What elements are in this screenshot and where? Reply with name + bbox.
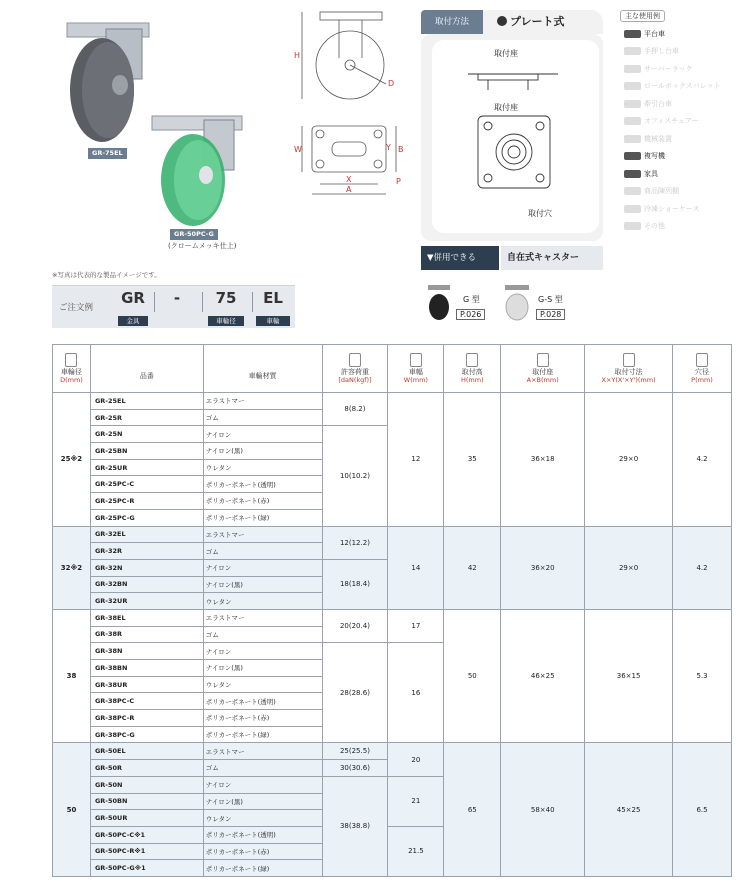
usage-item: [620, 113, 733, 131]
part-number-cell: GR-50PC-R※1: [90, 843, 203, 860]
usage-item-icon: [624, 152, 641, 160]
table-row: [53, 526, 732, 543]
usage-item-icon: [624, 82, 641, 90]
column-header: [203, 345, 322, 393]
column-header-label: 取付寸法: [614, 368, 643, 376]
mount-height-cell: 42: [444, 526, 501, 609]
wheel-material-cell: ポリカーボネート(緑): [203, 860, 322, 877]
mount-hole-label: 取付穴: [528, 209, 552, 218]
dim-label-w: W: [294, 145, 302, 154]
wheel-material-cell: ポリカーボネート(透明): [203, 476, 322, 493]
tab-plate-type: [483, 10, 603, 34]
wheel-material-cell: ゴム: [203, 409, 322, 426]
column-header-unit: P(mm): [691, 376, 713, 384]
mount-height-cell: 65: [444, 743, 501, 877]
hole-diameter-cell: 5.3: [673, 609, 732, 743]
column-header-icon: [349, 353, 361, 367]
wheel-width-cell: 12: [388, 393, 444, 527]
wheel-width-cell: 21.5: [388, 826, 444, 876]
bolt-pattern-cell: 29×0: [585, 526, 673, 609]
part-number-cell: GR-25R: [90, 409, 203, 426]
dim-label-a: A: [346, 185, 352, 194]
part-number-cell: GR-38BN: [90, 660, 203, 677]
image-label-gr75el: GR-75EL: [88, 148, 127, 159]
order-sub-wheel: 車輪: [256, 316, 290, 326]
order-divider: [202, 292, 203, 312]
usage-item-label: 家具: [644, 169, 658, 178]
order-code-wheel: EL: [263, 289, 283, 307]
table-row: [53, 609, 732, 626]
column-header-label: 品番: [139, 372, 154, 380]
column-header-icon: [410, 353, 422, 367]
hole-diameter-cell: 4.2: [673, 526, 732, 609]
combo-label-compatible: ▼併用できる: [421, 246, 499, 270]
part-number-cell: GR-50BN: [90, 793, 203, 810]
usage-item-icon: [624, 135, 641, 143]
wheel-material-cell: ポリカーボネート(緑): [203, 726, 322, 743]
wheel-width-cell: 21: [388, 776, 444, 826]
usage-item: [620, 200, 733, 218]
column-header-unit: H(mm): [460, 376, 484, 384]
usage-item-icon: [624, 187, 641, 195]
spec-table: [52, 344, 732, 877]
column-header: [673, 345, 732, 393]
part-number-cell: GR-38UR: [90, 676, 203, 693]
dim-label-b: B: [398, 145, 404, 154]
column-header: [585, 345, 673, 393]
column-header-unit: D(mm): [60, 376, 83, 384]
order-label: ご注文例: [59, 303, 94, 313]
column-header: [444, 345, 501, 393]
load-capacity-cell: 20(20.4): [322, 609, 388, 642]
hole-diameter-cell: 6.5: [673, 743, 732, 877]
order-code-dash: -: [173, 289, 181, 307]
mount-height-cell: 35: [444, 393, 501, 527]
column-header: [90, 345, 203, 393]
wheel-material-cell: ゴム: [203, 626, 322, 643]
load-capacity-cell: 18(18.4): [322, 559, 388, 609]
part-number-cell: GR-32UR: [90, 593, 203, 610]
wheel-material-cell: ナイロン(黒): [203, 660, 322, 677]
wheel-width-cell: 17: [388, 609, 444, 642]
gs-type-label: G-S 型: [538, 295, 563, 304]
column-header-label: 取付高: [461, 368, 483, 376]
part-number-cell: GR-38PC-G: [90, 726, 203, 743]
usage-item-label: ロールボックスパレット: [644, 82, 721, 91]
wheel-material-cell: ウレタン: [203, 459, 322, 476]
column-header-icon: [65, 353, 77, 367]
part-number-cell: GR-38N: [90, 643, 203, 660]
mount-plate-figure: [476, 114, 552, 190]
wheel-material-cell: ポリカーボネート(緑): [203, 509, 322, 526]
load-capacity-cell: 12(12.2): [322, 526, 388, 559]
column-header: [501, 345, 585, 393]
usage-item-icon: [624, 222, 641, 230]
part-number-cell: GR-50N: [90, 776, 203, 793]
wheel-material-cell: ポリカーボネート(赤): [203, 493, 322, 510]
usage-item-icon: [624, 65, 641, 73]
load-capacity-cell: 30(30.6): [322, 760, 388, 777]
column-header-unit: A×B(mm): [526, 376, 559, 384]
wheel-material-cell: ゴム: [203, 760, 322, 777]
usage-item-label: 牽引台車: [644, 99, 672, 108]
column-header: [388, 345, 444, 393]
column-header-label: 車輪材質: [248, 372, 277, 380]
usage-item-label: 複写機: [644, 152, 665, 161]
wheel-material-cell: ウレタン: [203, 676, 322, 693]
part-number-cell: GR-38EL: [90, 609, 203, 626]
bolt-pattern-cell: 29×0: [585, 393, 673, 527]
part-number-cell: GR-25N: [90, 426, 203, 443]
caster-image-gr50pcg: [148, 100, 248, 228]
usage-item: [620, 183, 733, 201]
wheel-width-cell: 16: [388, 643, 444, 743]
wheel-material-cell: ナイロン(黒): [203, 793, 322, 810]
combo-compatible-text: 併用できる: [433, 253, 477, 263]
wheel-material-cell: ナイロン(黒): [203, 576, 322, 593]
column-header-label: 車輪径: [60, 368, 82, 376]
usage-item-icon: [624, 100, 641, 108]
mount-height-cell: 50: [444, 609, 501, 743]
usage-item-icon: [624, 47, 641, 55]
plate-icon: [497, 16, 507, 26]
wheel-material-cell: ポリカーボネート(透明): [203, 826, 322, 843]
table-header-row: [53, 345, 732, 393]
wheel-width-cell: 14: [388, 526, 444, 609]
order-code-diameter: 75: [215, 289, 237, 307]
column-header-icon: [696, 353, 708, 367]
dim-label-y: Y: [386, 143, 391, 152]
wheel-width-cell: 20: [388, 743, 444, 776]
order-divider: [252, 292, 253, 312]
usage-item-icon: [624, 205, 641, 213]
wheel-material-cell: ナイロン: [203, 426, 322, 443]
bolt-pattern-cell: 36×15: [585, 609, 673, 743]
wheel-material-cell: ナイロン(黒): [203, 443, 322, 460]
plate-size-cell: 46×25: [501, 609, 585, 743]
part-number-cell: GR-50EL: [90, 743, 203, 760]
dim-label-p: P: [396, 177, 401, 186]
part-number-cell: GR-50UR: [90, 810, 203, 827]
usage-item-label: 冷凍ショーケース: [644, 204, 700, 213]
image-label-gr50pcg: GR-50PC-G: [170, 229, 218, 240]
plate-size-cell: 58×40: [501, 743, 585, 877]
column-header-unit: X×Y(X'×Y')(mm): [601, 376, 656, 384]
usage-item: [620, 148, 733, 166]
order-example: [52, 285, 295, 328]
part-number-cell: GR-38R: [90, 626, 203, 643]
usage-item: [620, 43, 733, 61]
column-header-icon: [141, 357, 153, 371]
load-capacity-cell: 25(25.5): [322, 743, 388, 760]
part-number-cell: GR-25PC-G: [90, 509, 203, 526]
hole-diameter-cell: 4.2: [673, 393, 732, 527]
mount-panel-inner: [432, 40, 599, 233]
column-header-icon: [537, 353, 549, 367]
part-number-cell: GR-32N: [90, 559, 203, 576]
wheel-material-cell: ゴム: [203, 543, 322, 560]
order-sub-bracket: 金具: [118, 316, 148, 326]
usage-item: [620, 78, 733, 96]
column-header-label: 穴径: [695, 368, 709, 376]
wheel-material-cell: ポリカーボネート(赤): [203, 843, 322, 860]
wheel-diameter-cell: 32※2: [53, 526, 91, 609]
load-capacity-cell: 10(10.2): [322, 426, 388, 526]
column-header-unit: [daN(kgf)]: [338, 376, 372, 384]
g-type-page: P.026: [456, 309, 485, 320]
plate-size-cell: 36×18: [501, 393, 585, 527]
usage-title: 主な使用例: [620, 10, 665, 22]
wheel-diameter-cell: 25※2: [53, 393, 91, 527]
usage-examples: [620, 10, 733, 235]
g-type-caster-image: [424, 283, 454, 321]
usage-item-icon: [624, 117, 641, 125]
dim-label-d: D: [388, 79, 395, 88]
wheel-material-cell: ナイロン: [203, 643, 322, 660]
usage-item-label: 機械装置: [644, 134, 672, 143]
part-number-cell: GR-25BN: [90, 443, 203, 460]
g-type-label: G 型: [463, 295, 480, 304]
tab-mount-method: 取付方法: [421, 10, 483, 34]
mount-seat-label-top: 取付座: [494, 49, 518, 58]
column-header-label: 許容荷重: [340, 368, 369, 376]
wheel-material-cell: ウレタン: [203, 810, 322, 827]
wheel-material-cell: ポリカーボネート(透明): [203, 693, 322, 710]
wheel-material-cell: ポリカーボネート(赤): [203, 710, 322, 727]
part-number-cell: GR-25PC-C: [90, 476, 203, 493]
usage-item-icon: [624, 30, 641, 38]
usage-item: [620, 25, 733, 43]
part-number-cell: GR-32BN: [90, 576, 203, 593]
combo-label-swivel: 自在式キャスター: [501, 246, 603, 270]
column-header-icon: [257, 357, 269, 371]
load-capacity-cell: 38(38.8): [322, 776, 388, 876]
part-number-cell: GR-38PC-R: [90, 710, 203, 727]
part-number-cell: GR-32EL: [90, 526, 203, 543]
mount-seat-label-mid: 取付座: [494, 103, 518, 112]
part-number-cell: GR-50PC-G※1: [90, 860, 203, 877]
usage-item: [620, 130, 733, 148]
plate-type-label: プレート式: [510, 15, 565, 28]
photo-disclaimer: ※写真は代表的な製品イメージです。: [52, 271, 161, 279]
table-row: [53, 393, 732, 410]
wheel-material-cell: ナイロン: [203, 559, 322, 576]
wheel-material-cell: エラストマー: [203, 609, 322, 626]
usage-item-label: 商品陳列棚: [644, 187, 679, 196]
usage-item: [620, 95, 733, 113]
part-number-cell: GR-25EL: [90, 393, 203, 410]
column-header-icon: [466, 353, 478, 367]
usage-item-label: オフィスチェアー: [644, 117, 699, 126]
gs-type-caster-image: [502, 283, 532, 321]
part-number-cell: GR-25UR: [90, 459, 203, 476]
usage-item: [620, 218, 733, 236]
wheel-material-cell: エラストマー: [203, 743, 322, 760]
wheel-material-cell: ウレタン: [203, 593, 322, 610]
wheel-material-cell: エラストマー: [203, 393, 322, 410]
wheel-diameter-cell: 50: [53, 743, 91, 877]
load-capacity-cell: 28(28.6): [322, 643, 388, 743]
load-capacity-cell: 8(8.2): [322, 393, 388, 426]
chrome-finish-note: (クロームメッキ仕上): [168, 242, 237, 250]
plate-size-cell: 36×20: [501, 526, 585, 609]
usage-item-label: 手押し台車: [644, 47, 679, 56]
order-divider: [154, 292, 155, 312]
wheel-material-cell: エラストマー: [203, 526, 322, 543]
mount-side-figure: [468, 60, 568, 92]
wheel-diameter-cell: 38: [53, 609, 91, 743]
usage-item-icon: [624, 170, 641, 178]
usage-item: [620, 165, 733, 183]
wheel-material-cell: ナイロン: [203, 776, 322, 793]
column-header-label: 取付座: [532, 368, 554, 376]
gs-type-page: P.028: [536, 309, 565, 320]
bolt-pattern-cell: 45×25: [585, 743, 673, 877]
dim-label-h: H: [294, 51, 301, 60]
part-number-cell: GR-50R: [90, 760, 203, 777]
dim-label-x: X: [346, 175, 352, 184]
caster-image-gr75el: [62, 15, 157, 145]
column-header-unit: W(mm): [403, 376, 428, 384]
order-code-series: GR: [121, 289, 145, 307]
column-header: [53, 345, 91, 393]
order-sub-diameter: 車輪径: [208, 316, 244, 326]
column-header-label: 車幅: [408, 368, 423, 376]
dimension-diagram: [290, 8, 410, 198]
usage-item-label: その他: [644, 222, 665, 231]
table-row: [53, 743, 732, 760]
usage-item: [620, 60, 733, 78]
usage-item-label: サーバーラック: [644, 64, 693, 73]
part-number-cell: GR-25PC-R: [90, 493, 203, 510]
combination-bar: [421, 246, 603, 270]
part-number-cell: GR-50PC-C※1: [90, 826, 203, 843]
part-number-cell: GR-38PC-C: [90, 693, 203, 710]
column-header-icon: [623, 353, 635, 367]
part-number-cell: GR-32R: [90, 543, 203, 560]
usage-item-label: 平台車: [644, 29, 665, 38]
column-header: [322, 345, 388, 393]
